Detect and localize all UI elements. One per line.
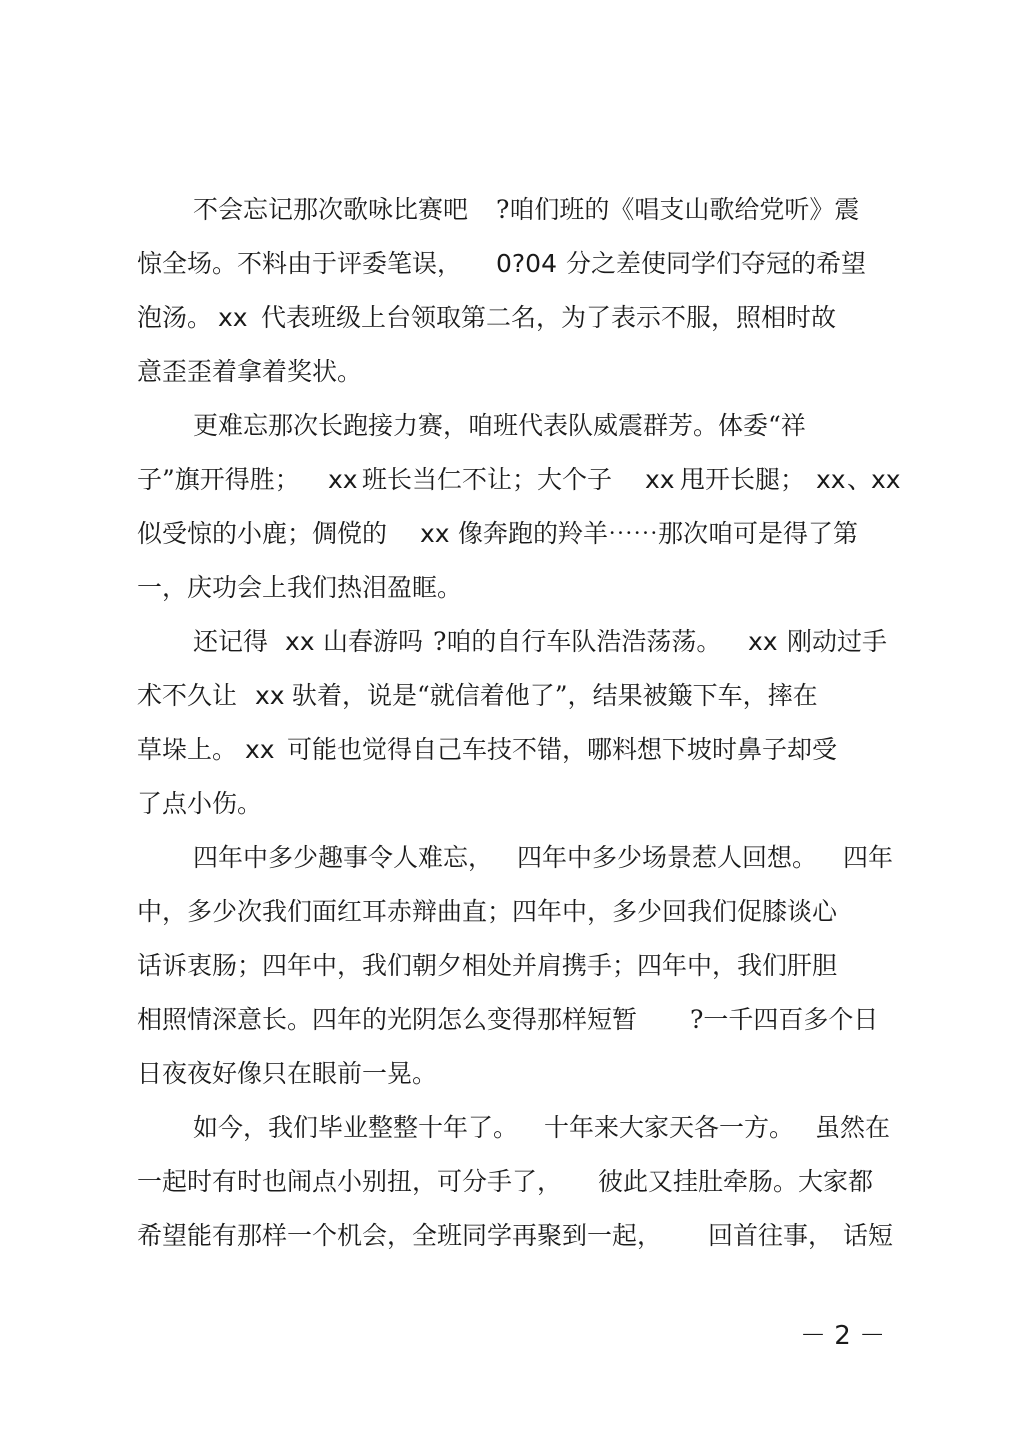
paragraph-5-line-1 <box>0 1108 1024 1148</box>
text-run: 可能也觉得自己车技不错，哪料想下坡时鼻子却受 <box>287 735 838 764</box>
text-run: ?一千四百多个日 <box>690 1005 879 1034</box>
text-run: xx <box>420 519 450 548</box>
paragraph-3-line-2 <box>0 676 1024 716</box>
text-run: 似受惊的小鹿；倜傥的 <box>137 519 388 548</box>
text-run: 泡汤。 <box>137 303 213 332</box>
text-run: 术不久让 <box>137 681 238 710</box>
text-run: 虽然在 <box>815 1113 891 1142</box>
text-run: 日夜夜好像只在眼前一晃。 <box>137 1059 438 1088</box>
paragraph-1-line-2 <box>0 244 1024 284</box>
text-run: 惊全场。不料由于评委笔误， <box>137 249 463 278</box>
paragraph-4-line-5 <box>0 1054 1024 1094</box>
text-run: 一起时有时也闹点小别扭，可分手了， <box>137 1167 563 1196</box>
paragraph-1-line-1 <box>0 190 1024 230</box>
text-run: 更难忘那次长跑接力赛，咱班代表队威震群芳。体委“祥 <box>193 411 806 440</box>
text-run: 四年中多少场景惹人回想。 <box>517 843 818 872</box>
text-run: xx <box>748 627 778 656</box>
paragraph-5-line-2 <box>0 1162 1024 1202</box>
text-run: ?咱们班的《唱支山歌给党听》震 <box>496 195 860 224</box>
text-run: xx <box>245 735 275 764</box>
text-run: 像奔跑的羚羊⋯⋯那次咱可是得了第 <box>458 519 859 548</box>
text-run: 希望能有那样一个机会，全班同学再聚到一起， <box>137 1221 663 1250</box>
text-run: 0?04 <box>496 249 557 278</box>
paragraph-2-line-4 <box>0 568 1024 608</box>
text-run: 彼此又挂肚牵肠。大家都 <box>598 1167 874 1196</box>
paragraph-1-line-4 <box>0 352 1024 392</box>
paragraph-4-line-3 <box>0 946 1024 986</box>
paragraph-4-line-1 <box>0 838 1024 878</box>
text-run: 如今，我们毕业整整十年了。 <box>193 1113 519 1142</box>
paragraph-4-line-4 <box>0 1000 1024 1040</box>
text-run: 四年 <box>843 843 894 872</box>
paragraph-1-line-3 <box>0 298 1024 338</box>
text-run: xx <box>328 465 358 494</box>
text-run: 还记得 <box>193 627 269 656</box>
text-run: 回首往事， <box>708 1221 834 1250</box>
text-run: 分之差使同学们夺冠的希望 <box>566 249 867 278</box>
text-run: 了点小伤。 <box>137 789 263 818</box>
paragraph-3-line-1 <box>0 622 1024 662</box>
text-run: 子”旗开得胜； <box>137 465 300 494</box>
text-run: 驮着，说是“就信着他了”，结果被簸下车，摔在 <box>292 681 818 710</box>
page-number: － 2 － <box>800 1321 886 1351</box>
paragraph-3-line-4 <box>0 784 1024 824</box>
text-run: xx <box>218 303 248 332</box>
paragraph-3-line-3 <box>0 730 1024 770</box>
text-run: 意歪歪着拿着奖状。 <box>137 357 363 386</box>
text-run: xx <box>645 465 675 494</box>
paragraph-5-line-3 <box>0 1216 1024 1256</box>
text-run: 草垛上。 <box>137 735 238 764</box>
paragraph-2-line-3 <box>0 514 1024 554</box>
text-run: ?咱的自行车队浩浩荡荡。 <box>433 627 722 656</box>
text-run: xx <box>255 681 285 710</box>
text-run: 甩开长腿； <box>680 465 806 494</box>
text-run: xx <box>871 465 901 494</box>
text-run: 一，庆功会上我们热泪盈眶。 <box>137 573 463 602</box>
text-run: 四年中多少趣事令人难忘， <box>193 843 494 872</box>
paragraph-4-line-2 <box>0 892 1024 932</box>
text-run: 代表班级上台领取第二名，为了表示不服，照相时故 <box>261 303 837 332</box>
text-run: 话诉衷肠；四年中，我们朝夕相处并肩携手；四年中，我们肝胆 <box>137 951 838 980</box>
text-run: 刚动过手 <box>787 627 888 656</box>
text-run: 不会忘记那次歌咏比赛吧 <box>193 195 469 224</box>
text-run: 中，多少次我们面红耳赤辩曲直；四年中，多少回我们促膝谈心 <box>137 897 838 926</box>
text-run: xx <box>285 627 315 656</box>
text-run: xx <box>816 465 846 494</box>
text-run: 班长当仁不让；大个子 <box>362 465 613 494</box>
text-run: 、 <box>847 465 873 494</box>
text-run: 山春游吗 <box>323 627 424 656</box>
text-run: 相照情深意长。四年的光阴怎么变得那样短暂 <box>137 1005 638 1034</box>
text-run: 话短 <box>843 1221 894 1250</box>
text-run: 十年来大家天各一方。 <box>544 1113 795 1142</box>
paragraph-2-line-1 <box>0 406 1024 446</box>
paragraph-2-line-2 <box>0 460 1024 500</box>
